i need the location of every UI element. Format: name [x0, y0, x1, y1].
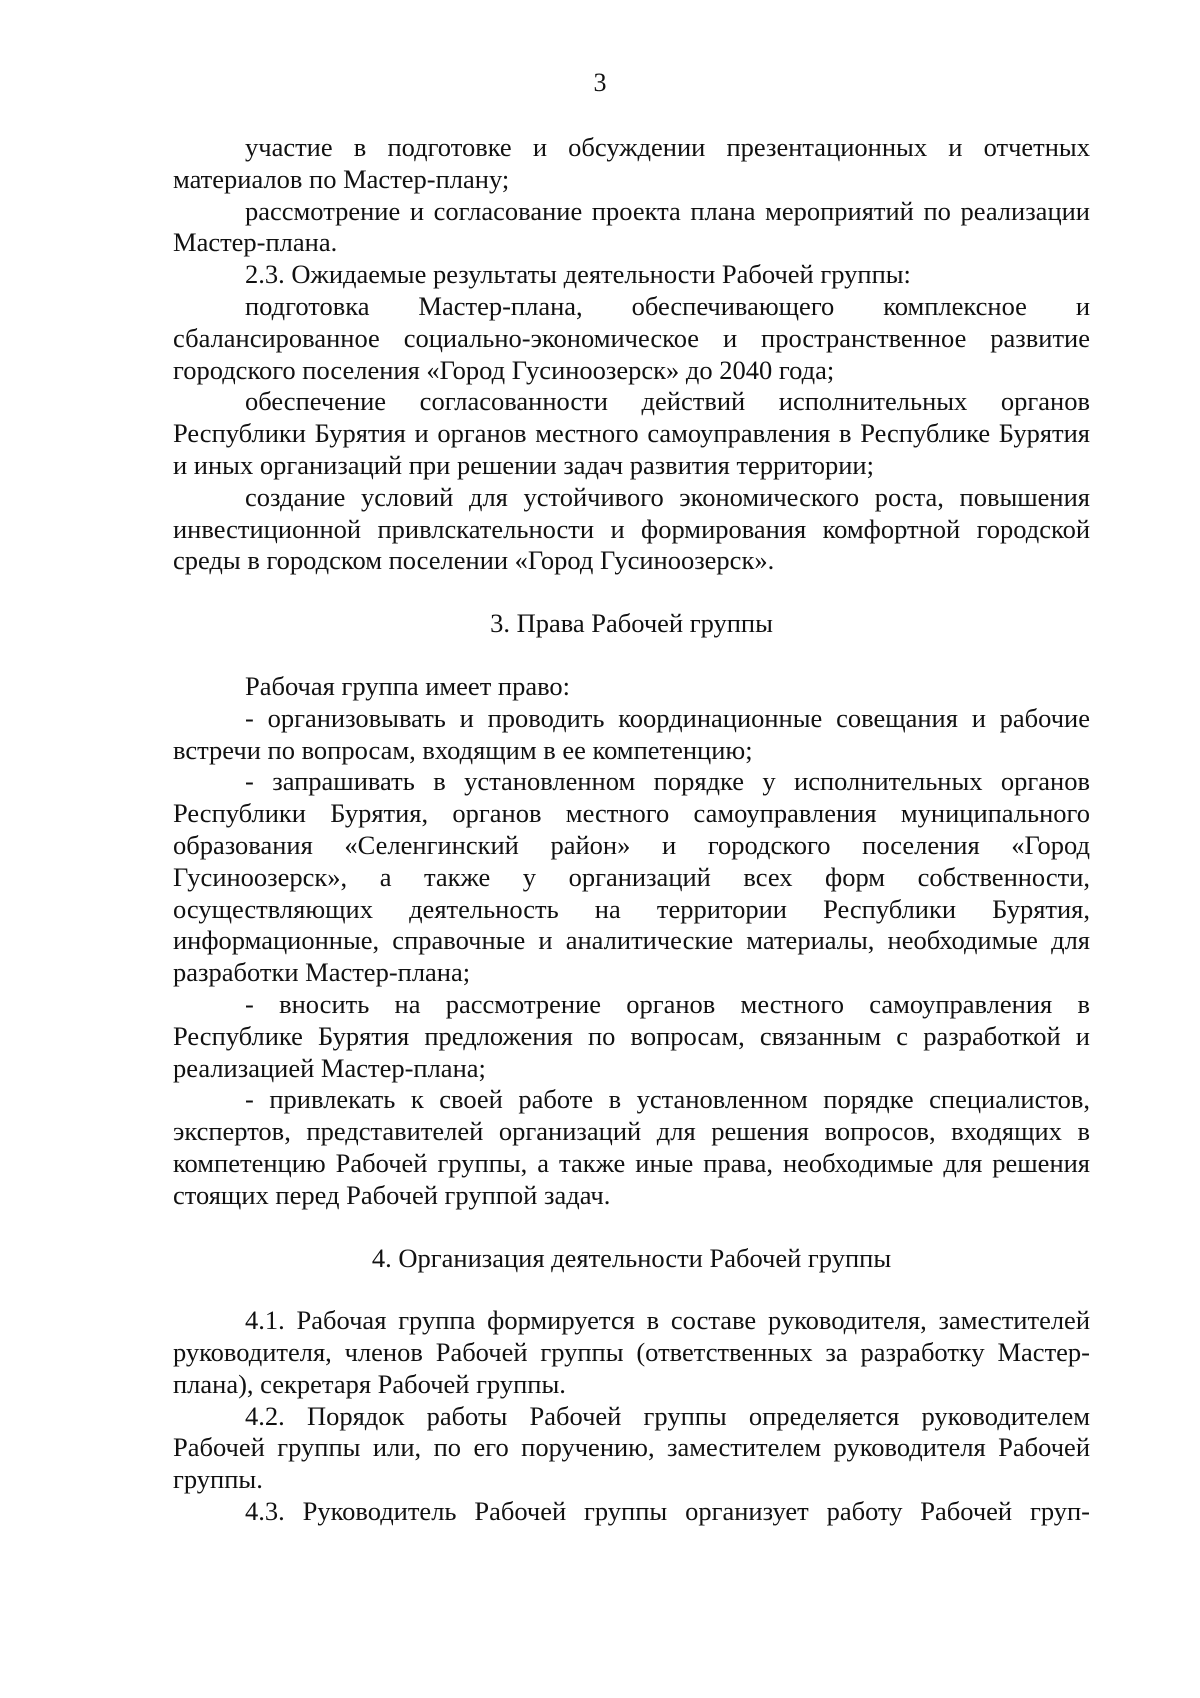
paragraph-masterplan-preparation: подготовка Мастер-плана, обеспечивающего комплексное и сбалансированное социально-экономическое и пространственное развитие городского поселения «Город Гусиноозерск» до 2040 года; — [173, 290, 1090, 385]
paragraph-4-1: 4.1. Рабочая группа формируется в составе руководителя, заместителей руководителя, членов Рабочей группы (ответственных за разработку Мастер-плана), секретаря Рабочей группы. — [173, 1305, 1090, 1399]
paragraph-4-3: 4.3. Руководитель Рабочей группы организует работу Рабочей груп- — [245, 1496, 1090, 1527]
paragraph-right-meetings: - организовывать и проводить координационные совещания и рабочие встречи по вопросам, входящим в ее компетенцию; — [173, 702, 1090, 765]
paragraph-review-approval: рассмотрение и согласование проекта плана мероприятий по реализации Мастер-плана. — [173, 195, 1090, 258]
paragraph-participation: участие в подготовке и обсуждении презентационных и отчетных материалов по Мастер-плану; — [173, 132, 1090, 194]
paragraph-rights-intro: Рабочая группа имеет право: — [245, 670, 571, 701]
paragraph-right-proposals: - вносить на рассмотрение органов местного самоуправления в Республике Бурятия предложения по вопросам, связанным с разработкой и реализацией Мастер-плана; — [173, 988, 1090, 1083]
paragraph-conditions: создание условий для устойчивого экономического роста, повышения инвестиционной привлскательности и формирования комфортной городской среды в городском поселении «Город Гусиноозерск». — [173, 481, 1090, 576]
page-number: 3 — [593, 68, 607, 97]
paragraph-coordination: обеспечение согласованности действий исполнительных органов Республики Бурятия и органов местного самоуправления в Республике Бурятия и иных организаций при решении задач развития территории; — [173, 386, 1090, 480]
paragraph-right-request: - запрашивать в установленном порядке у исполнительных органов Республики Бурятия, органов местного самоуправления муниципального образования «Селенгинский район» и городского поселения «Город Гусиноозерск», а также у организаций всех форм собственности, осуществляющих деятельность на территории Республики Бурятия, информационные, справочные и аналитические материалы, необходимые для разработки Мастер-плана; — [173, 766, 1090, 988]
document-body — [173, 132, 1090, 1528]
paragraph-4-2: 4.2. Порядок работы Рабочей группы определяется руководителем Рабочей группы или, по его поручению, заместителем руководителя Рабочей группы. — [173, 1400, 1090, 1495]
section-4-heading: 4. Организация деятельности Рабочей группы — [371, 1242, 892, 1273]
section-3-heading: 3. Права Рабочей группы — [490, 608, 773, 639]
paragraph-right-involve: - привлекать к своей работе в установленном порядке специалистов, экспертов, представителей организаций для решения вопросов, входящих в компетенцию Рабочей группы, а также иные права, необходимые для решения стоящих перед Рабочей группой задач. — [173, 1084, 1090, 1210]
paragraph-expected-results-title: 2.3. Ожидаемые результаты деятельности Рабочей группы: — [245, 259, 911, 290]
